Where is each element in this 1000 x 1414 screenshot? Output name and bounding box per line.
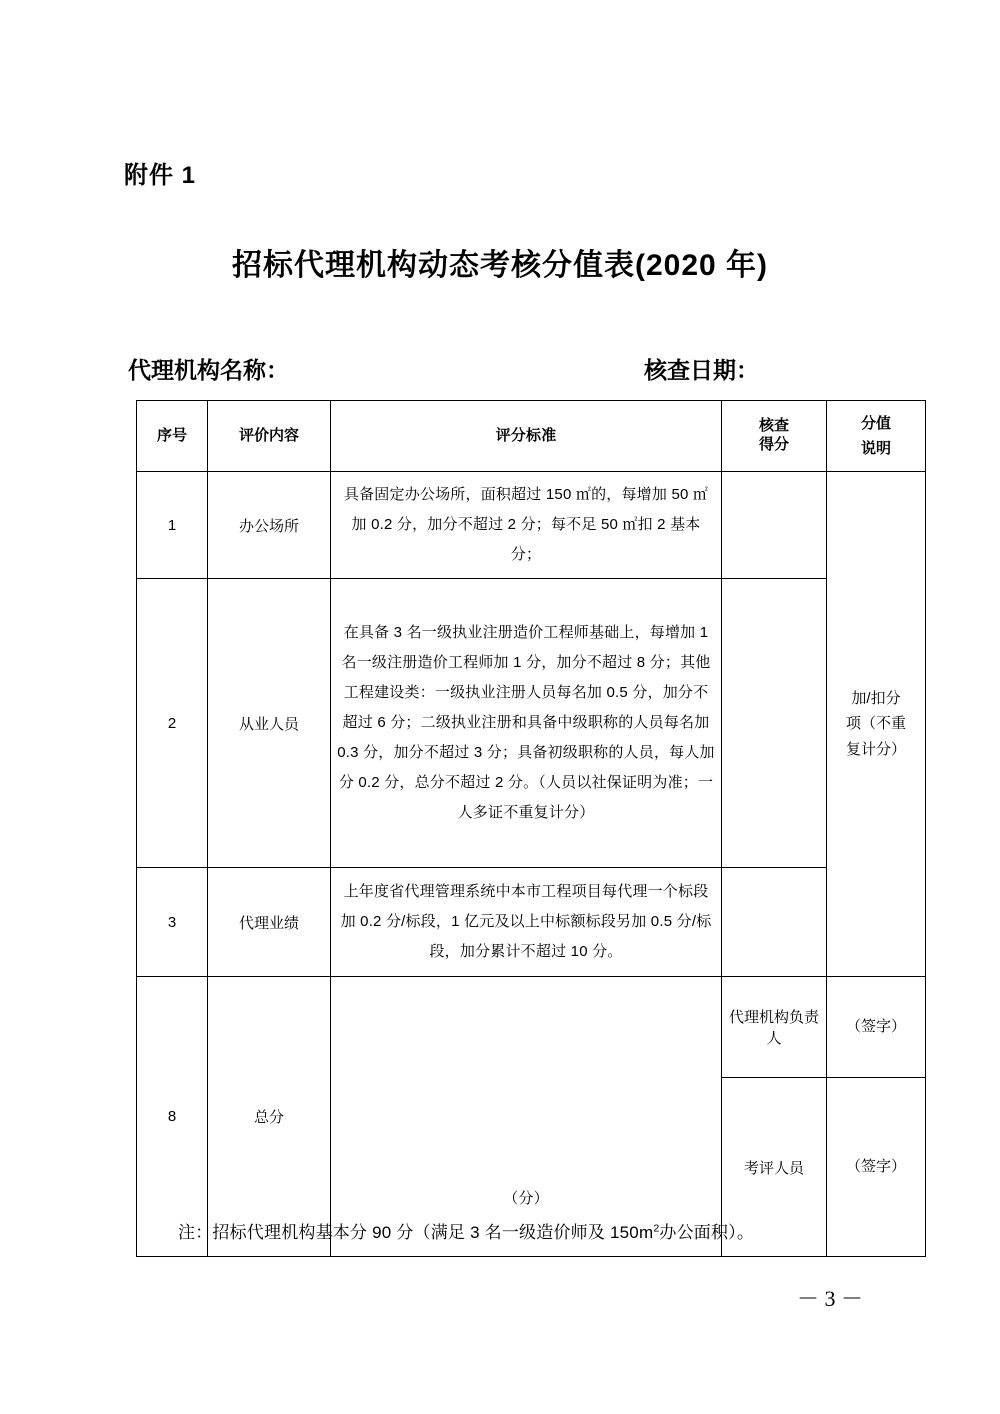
header-content: 评价内容 <box>208 401 331 472</box>
row-content: 代理业绩 <box>208 868 331 977</box>
row-score-input[interactable] <box>722 868 827 977</box>
row-content: 办公场所 <box>208 472 331 579</box>
header-criteria: 评分标准 <box>331 401 722 472</box>
attachment-label: 附件 1 <box>124 162 197 189</box>
header-note-line2: 说明 <box>860 440 891 457</box>
footnote-prefix: 注：招标代理机构基本分 90 分（满足 3 名一级造价师及 150m <box>178 1223 654 1242</box>
signature-value-manager[interactable]: （签字） <box>827 977 926 1078</box>
row-content: 从业人员 <box>208 579 331 868</box>
total-unit: （分） <box>331 977 722 1257</box>
table-header-row <box>137 401 926 472</box>
table-row <box>137 579 926 868</box>
form-fields-row <box>128 352 888 386</box>
page-number-text: － 3 － <box>796 1286 863 1311</box>
header-score-line1: 核查 <box>758 417 789 435</box>
table-row <box>137 868 926 977</box>
total-index: 8 <box>137 977 208 1257</box>
total-row-top <box>137 977 926 1078</box>
signature-value-assessor[interactable]: （签字） <box>827 1078 926 1257</box>
note-line1: 加/扣分 <box>851 689 901 707</box>
row-criteria: 具备固定办公场所，面积超过 150 ㎡的，每增加 50 ㎡加 0.2 分，加分不超过 2 分；每不足 50 ㎡扣 2 基本分； <box>331 472 722 579</box>
footnote-superscript: 2 <box>653 1222 660 1235</box>
header-score-line2: 得分 <box>758 436 789 453</box>
header-index: 序号 <box>137 401 208 472</box>
page-number <box>0 1282 1000 1313</box>
signature-role-assessor: 考评人员 <box>722 1078 827 1257</box>
agency-name-label: 代理机构名称： <box>128 357 289 383</box>
page-title: 招标代理机构动态考核分值表(2020 年) <box>231 249 769 282</box>
row-index: 3 <box>137 868 208 977</box>
row-score-input[interactable] <box>722 472 827 579</box>
note-line3: 复计分） <box>845 740 906 758</box>
signature-role-manager: 代理机构负责人 <box>722 977 827 1078</box>
table-row <box>137 472 926 579</box>
header-score <box>722 401 827 472</box>
row-criteria: 在具备 3 名一级执业注册造价工程师基础上，每增加 1 名一级注册造价工程师加 1 分，加分不超过 8 分；其他工程建设类：一级执业注册人员每名加 0.5 分，加分不超过 6 分；二级执业注册和具备中级职称的人员每名加 0.3 分，加分不超过 3 分；具备初级职称的人员，每人加分 0.2 分，总分不超过 2 分。（人员以社保证明为准；一人多证不重复计分） <box>331 579 722 868</box>
score-table <box>136 400 926 1257</box>
total-label: 总分 <box>208 977 331 1257</box>
row-criteria: 上年度省代理管理系统中本市工程项目每代理一个标段加 0.2 分/标段，1 亿元及以上中标额标段另加 0.5 分/标段，加分累计不超过 10 分。 <box>331 868 722 977</box>
footnote-suffix: 办公面积）。 <box>659 1223 755 1242</box>
footnote <box>178 1218 754 1243</box>
row-index: 2 <box>137 579 208 868</box>
header-note <box>827 401 926 472</box>
note-line2: 项（不重 <box>845 715 906 733</box>
check-date-label: 核查日期： <box>644 357 759 383</box>
row-index: 1 <box>137 472 208 579</box>
header-note-line1: 分值 <box>860 414 891 432</box>
row-note-merged <box>827 472 926 977</box>
row-score-input[interactable] <box>722 579 827 868</box>
